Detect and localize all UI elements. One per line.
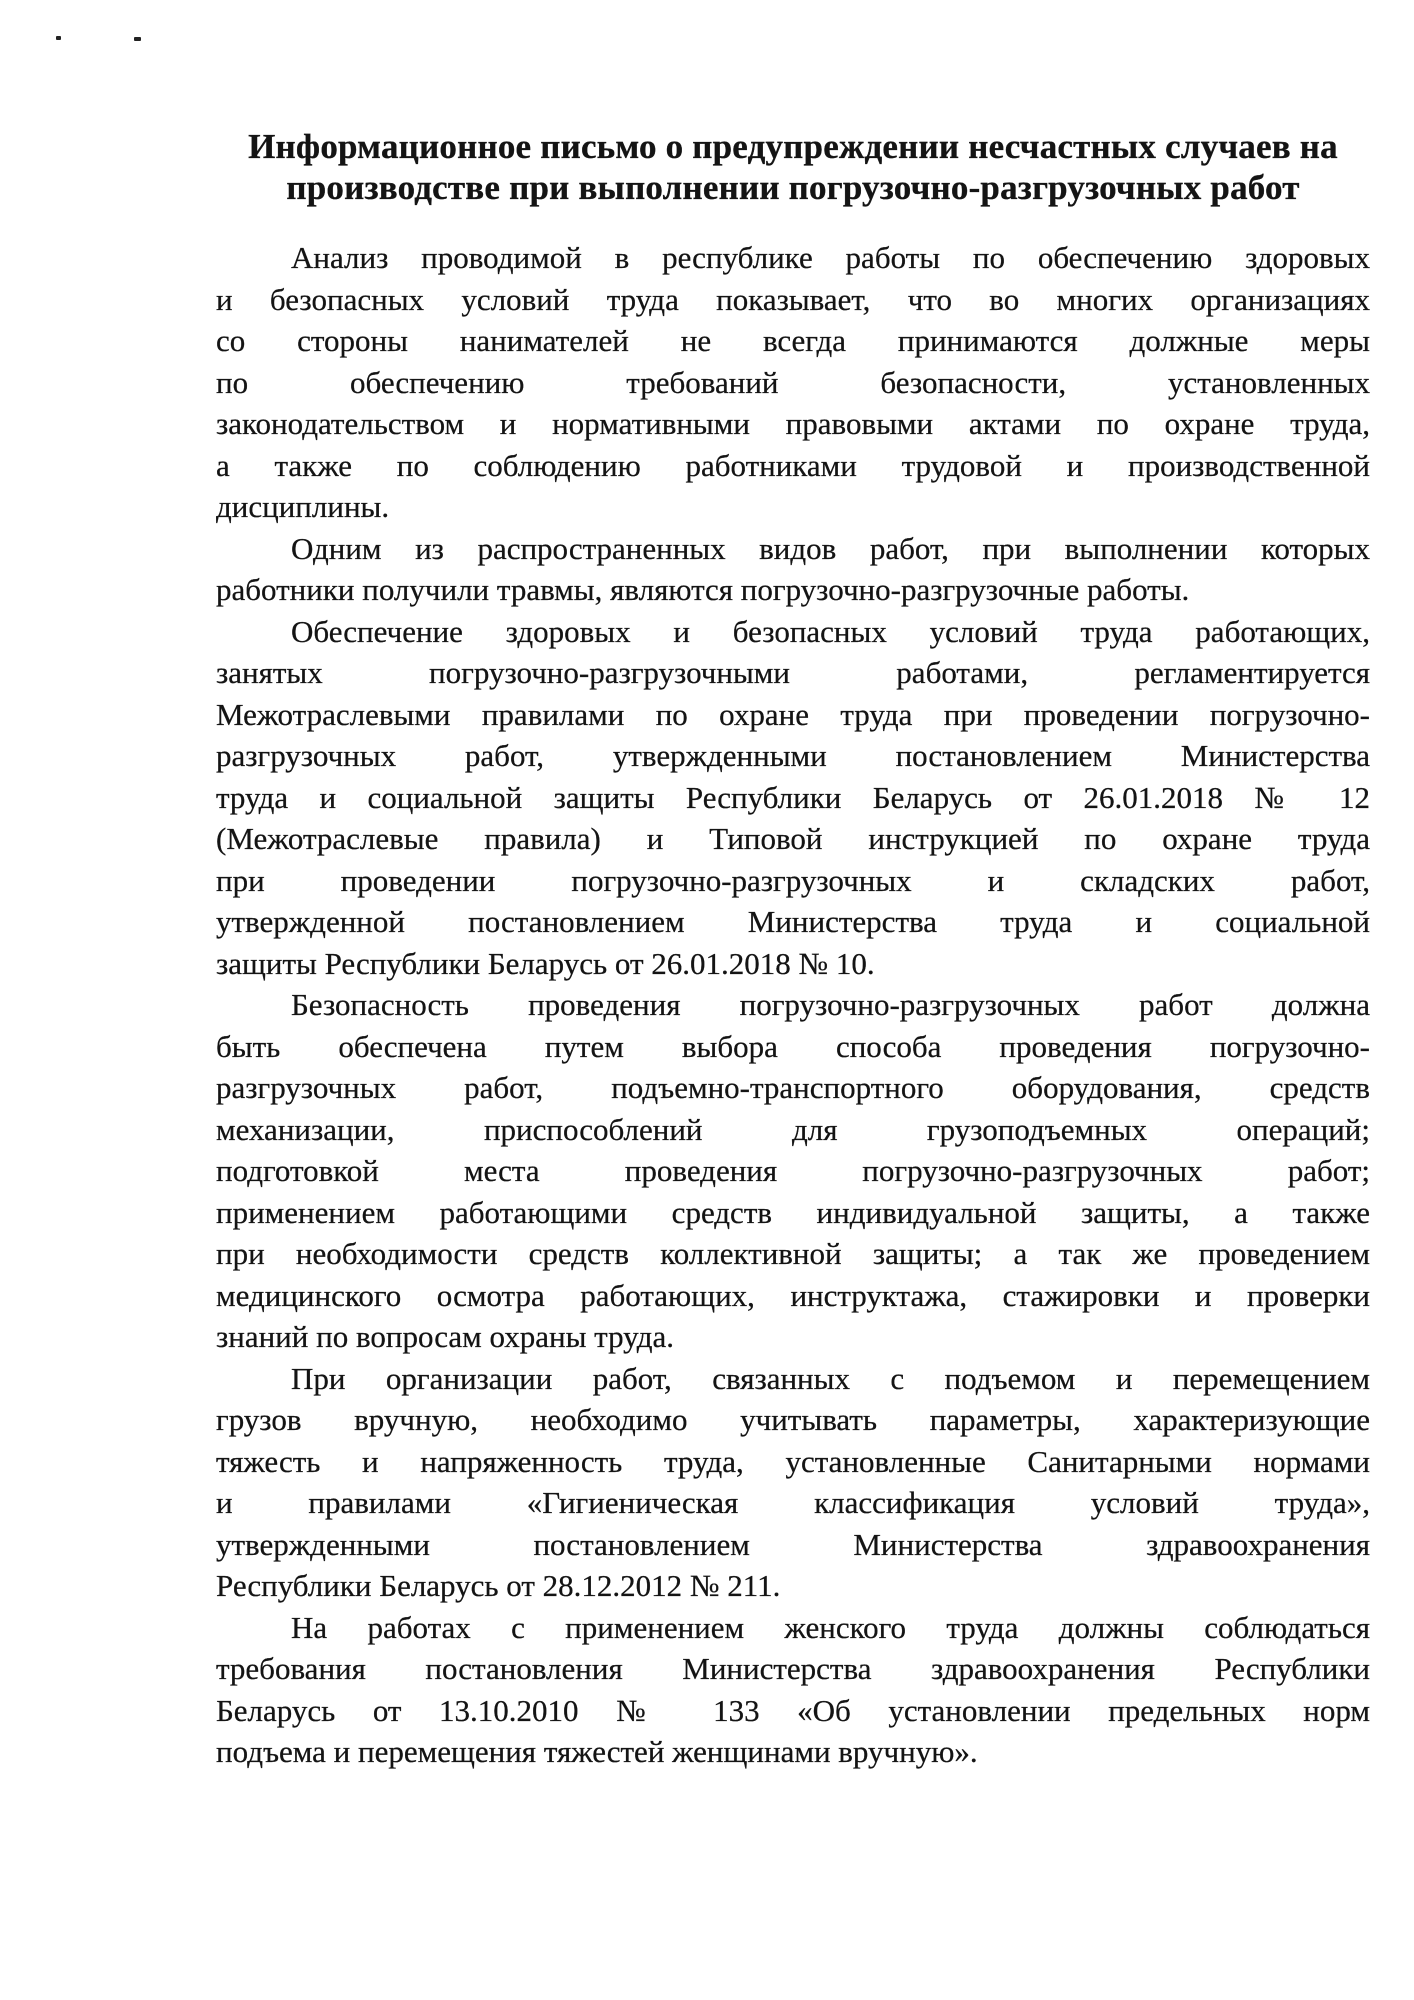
- text-line: При организации работ, связанных с подъемом и перемещением: [291, 1360, 1370, 1396]
- text-line: Межотраслевыми правилами по охране труда при проведении погрузочно-: [216, 696, 1370, 732]
- paragraph: [216, 1358, 1370, 1607]
- text-line: грузов вручную, необходимо учитывать параметры, характеризующие: [216, 1402, 1370, 1437]
- text-line: и безопасных условий труда показывает, что во многих организациях: [216, 281, 1370, 317]
- text-line: Республики Беларусь от 28.12.2012 № 211.: [216, 1568, 781, 1603]
- text-line: медицинского осмотра работающих, инструктажа, стажировки и проверки: [216, 1277, 1370, 1313]
- text-line: при необходимости средств коллективной защиты; а так же проведением: [216, 1236, 1370, 1271]
- paragraph: [216, 528, 1370, 611]
- text-line: применением работающими средств индивидуальной защиты, а также: [216, 1194, 1370, 1230]
- paragraph: [216, 611, 1370, 985]
- text-line: Обеспечение здоровых и безопасных условий труда работающих,: [291, 613, 1370, 649]
- text-line: утвержденными постановлением Министерства здравоохранения: [216, 1526, 1370, 1562]
- paragraph: [216, 237, 1370, 528]
- text-line: требования постановления Министерства здравоохранения Республики: [216, 1651, 1370, 1686]
- text-line: а также по соблюдению работниками трудовой и производственной: [216, 447, 1370, 483]
- scan-speck: [56, 36, 61, 40]
- text-line: со стороны нанимателей не всегда принимаются должные меры: [216, 323, 1370, 358]
- text-line: разгрузочных работ, подъемно-транспортного оборудования, средств: [216, 1070, 1370, 1105]
- text-line: Одним из распространенных видов работ, при выполнении которых: [291, 530, 1370, 566]
- text-line: На работах с применением женского труда должны соблюдаться: [291, 1609, 1370, 1645]
- text-line: механизации, приспособлений для грузоподъемных операций;: [216, 1111, 1370, 1147]
- text-line: подготовкой места проведения погрузочно-разгрузочных работ;: [216, 1153, 1370, 1188]
- text-line: тяжесть и напряженность труда, установленные Санитарными нормами: [216, 1443, 1370, 1479]
- document-title-line: Информационное письмо о предупреждении несчастных случаев на: [248, 127, 1338, 166]
- document-body: [216, 237, 1370, 1773]
- document-title-line: производстве при выполнении погрузочно-разгрузочных работ: [286, 168, 1300, 207]
- text-line: законодательством и нормативными правовыми актами по охране труда,: [216, 406, 1370, 441]
- text-line: разгрузочных работ, утвержденными постановлением Министерства: [216, 738, 1370, 773]
- text-line: утвержденной постановлением Министерства труда и социальной: [216, 904, 1370, 939]
- text-line: Беларусь от 13.10.2010 № 133 «Об установлении предельных норм: [216, 1692, 1370, 1728]
- text-line: по обеспечению требований безопасности, установленных: [216, 364, 1370, 400]
- text-line: и правилами «Гигиеническая классификация условий труда»,: [216, 1485, 1370, 1520]
- document-title: [216, 126, 1370, 208]
- text-line: Анализ проводимой в республике работы по обеспечению здоровых: [291, 240, 1370, 275]
- text-line: защиты Республики Беларусь от 26.01.2018 № 10.: [216, 945, 875, 981]
- text-line: Безопасность проведения погрузочно-разгрузочных работ должна: [291, 987, 1370, 1022]
- text-line: (Межотраслевые правила) и Типовой инструкцией по охране труда: [216, 821, 1370, 856]
- text-line: при проведении погрузочно-разгрузочных и складских работ,: [216, 862, 1370, 898]
- text-line: труда и социальной защиты Республики Беларусь от 26.01.2018 № 12: [216, 779, 1370, 815]
- text-line: дисциплины.: [216, 489, 390, 524]
- text-line: быть обеспечена путем выбора способа проведения погрузочно-: [216, 1028, 1370, 1064]
- paragraph: [216, 984, 1370, 1358]
- document-content: [216, 126, 1370, 1773]
- text-line: работники получили травмы, являются погрузочно-разгрузочные работы.: [216, 572, 1190, 607]
- scan-speck: [134, 37, 141, 41]
- text-line: знаний по вопросам охраны труда.: [216, 1319, 675, 1354]
- text-line: подъема и перемещения тяжестей женщинами вручную».: [216, 1734, 978, 1769]
- text-line: занятых погрузочно-разгрузочными работами, регламентируется: [216, 655, 1370, 690]
- paragraph: [216, 1607, 1370, 1773]
